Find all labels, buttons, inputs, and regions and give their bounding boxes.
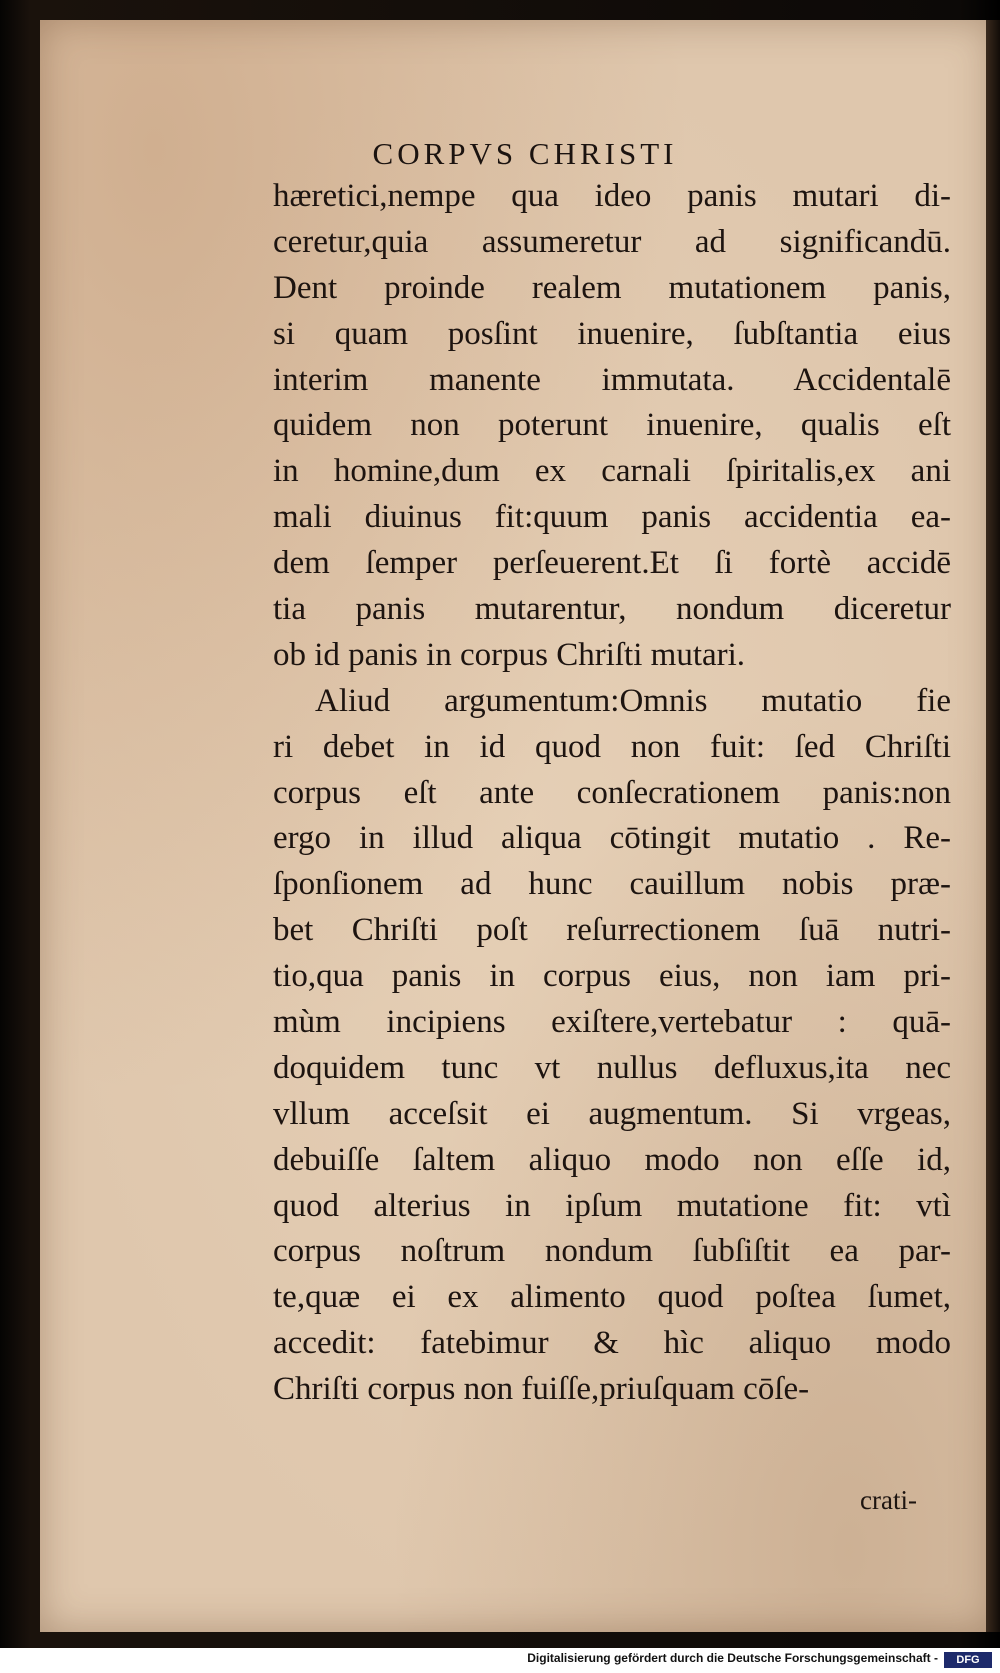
text-line: ri debet in id quod non fuit: ſed Chriſti (273, 728, 951, 765)
text-line: ceretur,quia assumeretur ad significandū. (273, 223, 951, 260)
text-line: mali diuinus fit:quum panis accidentia ea- (273, 499, 951, 536)
text-line: hæretici,nempe qua ideo panis mutari di- (273, 178, 951, 214)
text-line: te,quæ ei ex alimento quod poſtea ſumet, (273, 1279, 951, 1316)
text-line: ob id panis in corpus Chriſti mutari. (273, 636, 746, 673)
text-line: bet Chriſti poſt reſurrectionem ſuā nutri- (273, 912, 951, 949)
digitization-footer (0, 1648, 1000, 1673)
text-line: si quam posſint inuenire, ſubſtantia eius (273, 315, 951, 352)
text-line: corpus noſtrum nondum ſubſiſtit ea par- (273, 1233, 951, 1270)
catchword: crati- (860, 1485, 917, 1515)
dfg-logo: DFG (944, 1652, 992, 1668)
text-line: Chriſti corpus non fuiſſe,priuſquam cōſe- (273, 1371, 810, 1408)
text-line: doquidem tunc vt nullus defluxus,ita nec (273, 1049, 951, 1086)
text-line: Dent proinde realem mutationem panis, (273, 269, 951, 306)
text-line: debuiſſe ſaltem aliquo modo non eſſe id, (273, 1141, 951, 1178)
funding-credit: Digitalisierung gefördert durch die Deutsche Forschungsgemeinschaft - (527, 1651, 938, 1665)
text-line: interim manente immutata. Accidentalē (273, 361, 951, 398)
text-line: tia panis mutarentur, nondum diceretur (273, 591, 951, 628)
text-line: quod alterius in ipſum mutatione fit: vtì (273, 1187, 951, 1224)
text-line: ſponſionem ad hunc cauillum nobis præ- (273, 866, 951, 903)
text-line: in homine,dum ex carnali ſpiritalis,ex ani (273, 453, 951, 490)
text-line: quidem non poterunt inuenire, qualis eſt (273, 407, 951, 444)
text-line: vllum acceſsit ei augmentum. Si vrgeas, (273, 1095, 951, 1132)
text-line: tio,qua panis in corpus eius, non iam pri- (273, 958, 951, 995)
text-line: mùm incipiens exiſtere,vertebatur : quā- (273, 1004, 951, 1041)
text-line: accedit: fatebimur & hìc aliquo modo (273, 1325, 951, 1362)
text-line: corpus eſt ante conſecrationem panis:non (273, 774, 951, 811)
page-edge (986, 20, 1000, 1632)
text-line: Aliud argumentum:Omnis mutatio fie (315, 682, 951, 719)
text-line: dem ſemper perſeuerent.Et ſi fortè accidē (273, 545, 951, 582)
body-text (273, 174, 951, 1413)
running-head: CORPVS CHRISTI (372, 136, 678, 171)
text-line: ergo in illud aliqua cōtingit mutatio . Re- (273, 820, 951, 857)
